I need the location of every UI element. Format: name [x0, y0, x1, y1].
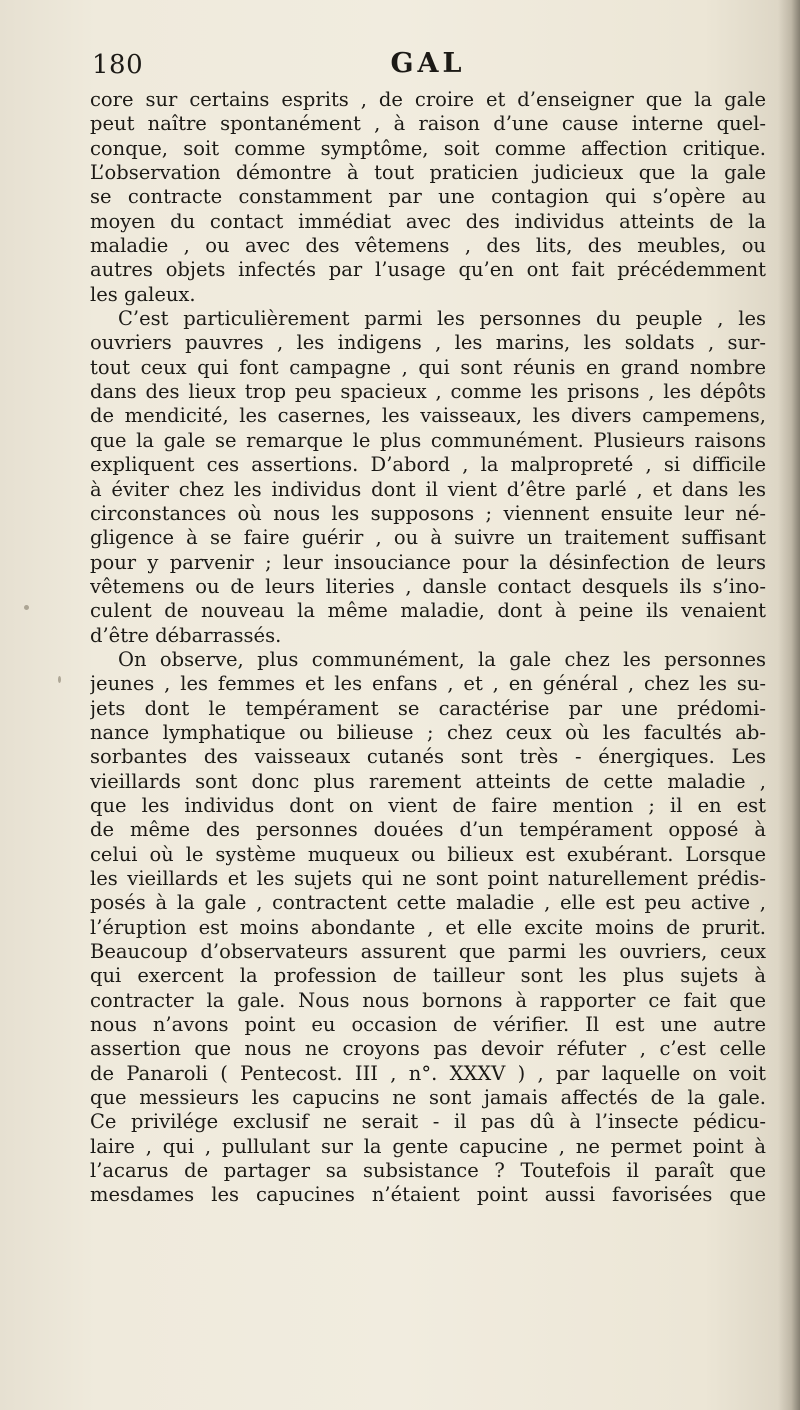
- text-line: à éviter chez les individus dont il vient d’être parlé , et dans les: [90, 477, 766, 501]
- text-line: de même des personnes douées d’un tempérament opposé à: [90, 818, 766, 842]
- text-line: qui exercent la profession de tailleur sont les plus sujets à: [90, 964, 766, 988]
- text-line: sorbantes des vaisseaux cutanés sont très - énergiques. Les: [90, 745, 766, 769]
- text-line: de Panaroli ( Pentecost. III , n°. XXXV ) , par laquelle on voit: [90, 1061, 766, 1085]
- text-line: l’éruption est moins abondante , et elle excite moins de prurit.: [90, 915, 766, 939]
- running-head: GAL: [390, 48, 466, 79]
- text-line: les vieillards et les sujets qui ne sont point naturellement prédis-: [90, 867, 766, 890]
- body-text: [90, 88, 766, 1208]
- ink-spot: [24, 605, 29, 610]
- page-gutter-shadow: [778, 0, 800, 1410]
- text-line: vieillards sont donc plus rarement atteints de cette maladie ,: [90, 769, 766, 793]
- text-line: On observe, plus communément, la gale chez les personnes: [118, 647, 766, 671]
- page-header: [92, 48, 764, 84]
- text-line: nous n’avons point eu occasion de vérifier. Il est une autre: [90, 1013, 766, 1037]
- text-line: contracter la gale. Nous nous bornons à rapporter ce fait que: [90, 988, 766, 1012]
- text-line: autres objets infectés par l’usage qu’en ont fait précédemment: [90, 258, 766, 282]
- text-line: maladie , ou avec des vêtemens , des lits, des meubles, ou: [90, 234, 766, 258]
- text-line: conque, soit comme symptôme, soit comme affection critique.: [90, 136, 766, 160]
- text-line: d’être débarrassés.: [90, 623, 282, 647]
- text-line: que les individus dont on vient de faire mention ; il en est: [90, 793, 766, 817]
- text-line: laire , qui , pullulant sur la gente capucine , ne permet point à: [90, 1134, 766, 1158]
- text-line: que messieurs les capucins ne sont jamais affectés de la gale.: [90, 1086, 766, 1110]
- text-line: L’observation démontre à tout praticien judicieux que la gale: [90, 161, 766, 185]
- text-line: jeunes , les femmes et les enfans , et , en général , chez les su-: [90, 672, 766, 696]
- text-line: que la gale se remarque le plus communément. Plusieurs raisons: [90, 428, 766, 452]
- text-line: les galeux.: [90, 282, 196, 306]
- text-line: Ce privilége exclusif ne serait - il pas dû à l’insecte pédicu-: [90, 1110, 766, 1134]
- text-line italic-line: l’acarus de partager sa subsistance ? Toutefois il paraît que: [90, 1159, 766, 1183]
- text-line: circonstances où nous les supposons ; viennent ensuite leur né-: [90, 501, 766, 525]
- text-line: nance lymphatique ou bilieuse ; chez ceux où les facultés ab-: [90, 720, 766, 744]
- text-line: posés à la gale , contractent cette maladie , elle est peu active ,: [90, 891, 766, 915]
- text-line: vêtemens ou de leurs literies , dansle contact desquels ils s’ino-: [90, 574, 766, 598]
- text-line: core sur certains esprits , de croire et d’enseigner que la gale: [90, 88, 766, 111]
- text-line: culent de nouveau la même maladie, dont à peine ils venaient: [90, 599, 766, 623]
- ink-spot: [58, 676, 61, 683]
- text-line: expliquent ces assertions. D’abord , la malpropreté , si difficile: [90, 453, 766, 477]
- text-line: ouvriers pauvres , les indigens , les marins, les soldats , sur-: [90, 331, 766, 355]
- text-line: gligence à se faire guérir , ou à suivre un traitement suffisant: [90, 526, 766, 550]
- text-line: dans des lieux trop peu spacieux , comme les prisons , les dépôts: [90, 380, 766, 404]
- page-number: 180: [92, 50, 144, 80]
- text-line: mesdames les capucines n’étaient point aussi favorisées que: [90, 1183, 766, 1207]
- text-line: pour y parvenir ; leur insouciance pour la désinfection de leurs: [90, 550, 766, 574]
- text-line: se contracte constamment par une contagion qui s’opère au: [90, 185, 766, 209]
- text-line: peut naître spontanément , à raison d’une cause interne quel-: [90, 112, 766, 136]
- text-line: celui où le système muqueux ou bilieux est exubérant. Lorsque: [90, 842, 766, 866]
- text-line: assertion que nous ne croyons pas devoir réfuter , c’est celle: [90, 1037, 766, 1061]
- text-line: de mendicité, les casernes, les vaisseaux, les divers campemens,: [90, 404, 766, 428]
- text-line: tout ceux qui font campagne , qui sont réunis en grand nombre: [90, 355, 766, 379]
- text-line: moyen du contact immédiat avec des individus atteints de la: [90, 209, 766, 233]
- text-line: C’est particulièrement parmi les personnes du peuple , les: [118, 307, 766, 331]
- text-line: Beaucoup d’observateurs assurent que parmi les ouvriers, ceux: [90, 940, 766, 964]
- text-line: jets dont le tempérament se caractérise par une prédomi-: [90, 696, 766, 720]
